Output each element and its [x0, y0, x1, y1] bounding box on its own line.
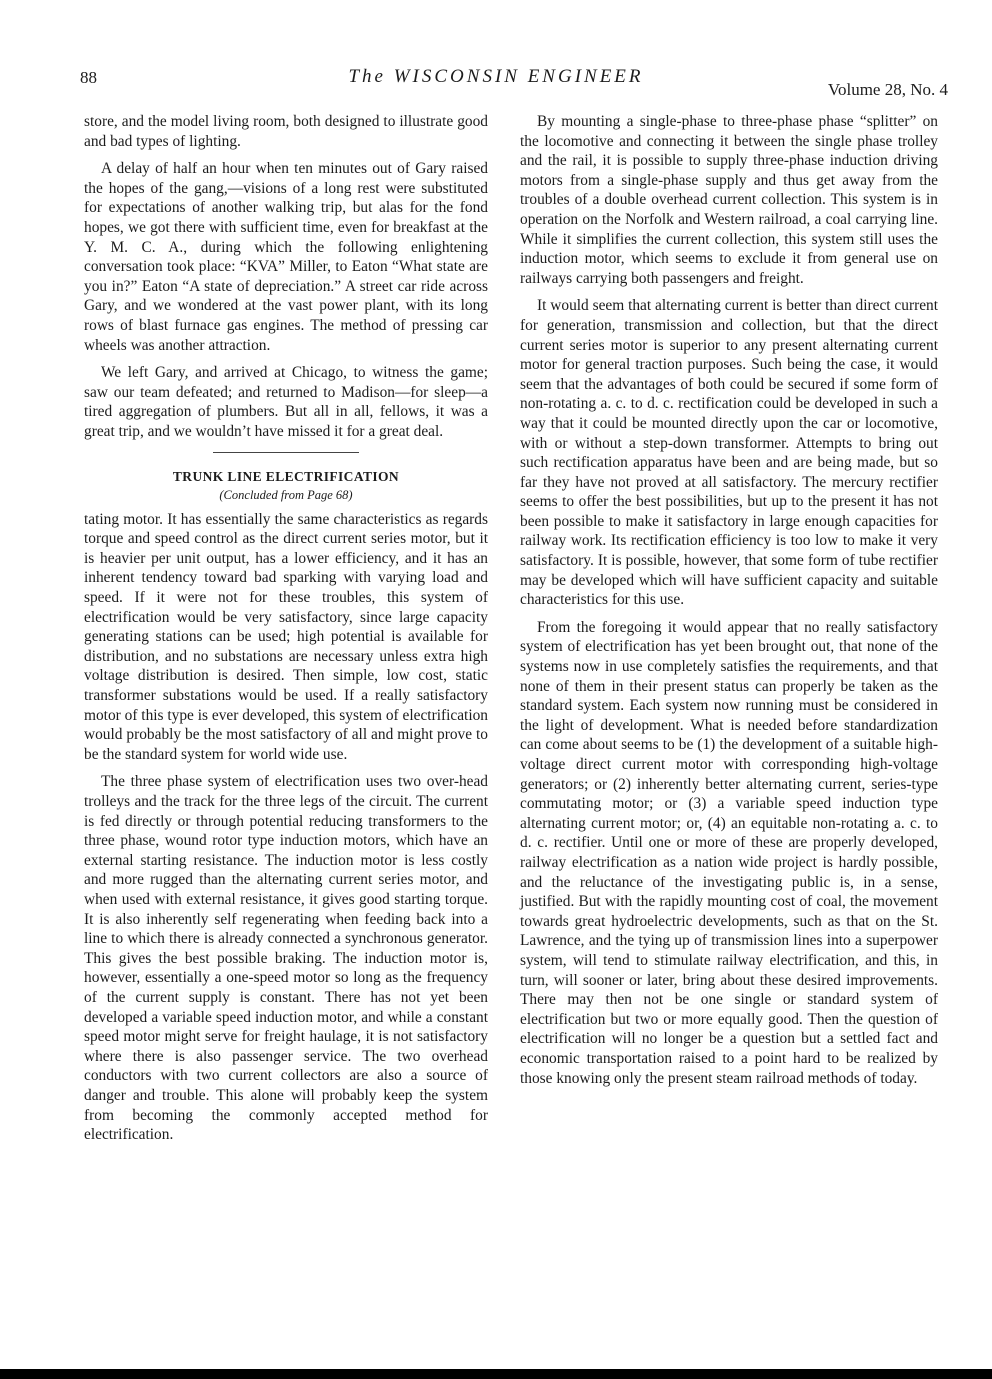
running-title: The WISCONSIN ENGINEER	[348, 66, 644, 87]
paragraph: We left Gary, and arrived at Chicago, to witness the game; saw our team defeated; and returned to Madison—for sleep—a tired aggregation of plumbers. But all in all, fellows, it was a great trip, and we wouldn’t have missed it for a great deal.	[84, 364, 488, 440]
right-column	[520, 112, 938, 1096]
page-number: 88	[80, 68, 97, 87]
section-divider	[213, 452, 359, 453]
paragraph: The three phase system of electrification uses two over-head trolleys and the track for the three legs of the circuit. The current is fed directly or through potential reducing transformers to the three phase, wound rotor type induction motors, which have an external starting resistance. The induction motor is less costly and more rugged than the alternating current series motor, and when used with external resistance, it gives good starting torque. It is also inherently self regenerating when feeding back into a line to which there is already connected a synchronous generator. This gives the best possible braking. The induction motor is, however, essentially a one-speed motor so long as the frequency of the current supply is constant. There has not yet been developed a variable speed induction motor, and while a constant speed motor might serve for freight haulage, it is not satisfactory where there is also passenger service. The two overhead conductors with two current collectors are also a source of danger and trouble. This alone will probably keep the system from becoming the commonly accepted method for electrification.	[84, 773, 488, 1144]
paragraph: From the foregoing it would appear that no really satisfactory system of electrification has yet been brought out, that none of the systems now in use completely satisfies the requirements, and that none of them in their present status can properly be taken as the standard system. Each system now running must be considered in the light of development. What is needed before standardization can come about seems to be (1) the development of a suitable high-voltage direct current motor with corresponding high-voltage generators; or (2) inherently better alternating current, series-type commutating motor; or (3) a variable speed induction type alternating current motor; or, (4) an equitable non-rotating a. c. to d. c. rectifier. Until one or more of these are properly developed, railway electrification as a nation wide project is hardly possible, and the reluctance of the investigating public is, in a sense, justified. But with the rapidly mounting cost of coal, the movement towards great hydroelectric developments, such as that on the St. Lawrence, and the tying up of transmission lines into a superpower system, will tend to stimulate railway electrification, and this, in turn, will sooner or later, bring about these desired improvements. There may then not be one single or standard system of electrification but two or more equally good. Then the question of electrification will no longer be a question but a settled fact and economic transportation raised to a point hard to be realized by those knowing only the present steam railroad methods of today.	[520, 618, 938, 1087]
article-subheading: (Concluded from Page 68)	[219, 488, 353, 503]
left-column	[84, 112, 488, 1153]
article-heading: TRUNK LINE ELECTRIFICATION	[172, 468, 400, 484]
paragraph: It would seem that alternating current is better than direct current for generation, transmission and collection, but that the direct current series motor is superior to any present alternating current motor for general traction purposes. Such being the case, it would seem that the advantages of both could be secured if some form of non-rotating a. c. to d. c. rectification could be developed in such a way that it could be mounted directly upon the car or locomotive, with or without a step-down transformer. Attempts to bring out such rectification apparatus have been and are being made, but so far they have not proved at all satisfactory. The mercury rectifier seems to offer the best possibilities, but up to the present it has not been possible to make it satisfactory in large enough capacities for railway work. Its rectification efficiency is too low to make it very satisfactory. It is possible, however, that some form of tube rectifier may be developed which will have sufficient capacity and suitable characteristics for this use.	[520, 297, 938, 609]
paragraph: store, and the model living room, both designed to illustrate good and bad types of lighting.	[84, 113, 488, 150]
paragraph: By mounting a single-phase to three-phase phase “splitter” on the locomotive and connecting it between the single phase trolley and the rail, it is possible to supply three-phase induction driving motors from a single-phase supply and thus get away from the troubles of a double overhead current collection. This system is in operation on the Norfolk and Western railroad, a coal carrying line. While it simplifies the current collection, this system still uses the induction motor, which seems to exclude it from general use on railways carrying both passengers and freight.	[520, 113, 938, 287]
paragraph: A delay of half an hour when ten minutes out of Gary raised the hopes of the gang,—visions of a long rest were substituted for expectations of another walking trip, but alas for the fond hopes, we got there with sufficient time, even for breakfast at the Y. M. C. A., during which the following enlightening conversation took place: “KVA” Miller, to Eaton “What state are you in?” Eaton “A state of depreciation.” A street car ride across Gary, and we wondered at the vast power plant, with its long rows of blast furnace gas engines. The method of pressing car wheels was another attraction.	[84, 160, 488, 354]
scan-border	[0, 1369, 992, 1379]
volume-info: Volume 28, No. 4	[827, 80, 948, 99]
page-header	[0, 68, 992, 108]
paragraph: tating motor. It has essentially the same characteristics as regards torque and speed control as the direct current series motor, but it is heavier per unit output, has a lower efficiency, and it has an inherent tendency toward bad sparking with varying load and speed. If it were not for these troubles, this system of electrification would be very satisfactory, since large capacity generating stations can be used; high potential is available for distribution, and no substations are necessary unless extra high voltage distribution is desired. Then simple, low cost, static transformer substations would be used. If a really satisfactory motor of this type is ever developed, this system of electrification would probably be the most satisfactory of all and might prove to be the standard system for world wide use.	[84, 510, 488, 763]
